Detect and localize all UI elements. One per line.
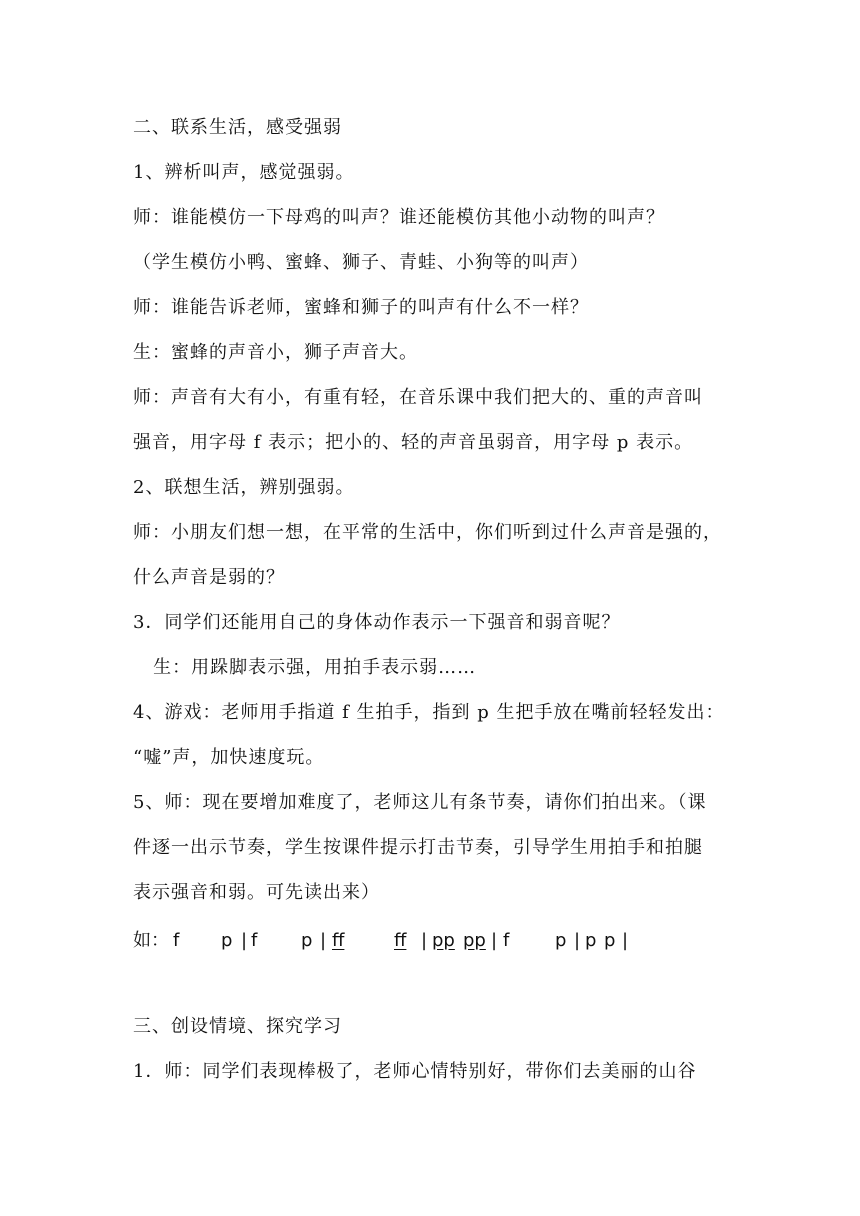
rhythm-notation — [133, 928, 653, 954]
rhythm-token: p — [555, 930, 567, 951]
rhythm-prefix: 如： — [133, 930, 169, 951]
paragraph-line: “嘘”声，加快速度玩。 — [133, 747, 325, 768]
paragraph-line: 件逐一出示节奏，学生按课件提示打击节奏，引导学生用拍手和拍腿 — [133, 837, 703, 858]
rhythm-barline: | — [320, 930, 327, 951]
paragraph-line: 表示强音和弱。可先读出来） — [133, 882, 380, 903]
rhythm-token: ff — [332, 930, 345, 951]
section-heading: 三、创设情境、探究学习 — [133, 1016, 342, 1037]
paragraph-line: 师：小朋友们想一想，在平常的生活中，你们听到过什么声音是强的， — [133, 522, 722, 543]
paragraph-line: 5、师：现在要增加难度了，老师这儿有条节奏，请你们拍出来。（课 — [133, 792, 707, 813]
rhythm-barline: | — [574, 930, 581, 951]
paragraph-line: 1．师：同学们表现棒极了，老师心情特别好，带你们去美丽的山谷 — [133, 1061, 697, 1082]
rhythm-token: f — [173, 930, 180, 951]
rhythm-barline: | — [622, 930, 629, 951]
rhythm-token: p — [301, 930, 313, 951]
paragraph-line: 生：蜜蜂的声音小，狮子声音大。 — [133, 342, 418, 363]
rhythm-token: ff — [394, 930, 407, 951]
rhythm-token: p — [604, 930, 616, 951]
paragraph-line: 4、游戏：老师用手指道 f 生拍手，指到 p 生把手放在嘴前轻轻发出： — [133, 702, 725, 723]
paragraph-line: 强音，用字母 f 表示；把小的、轻的声音虽弱音，用字母 p 表示。 — [133, 432, 694, 453]
step-heading: 1、辨析叫声，感觉强弱。 — [133, 162, 355, 183]
paragraph-line: 师：谁能模仿一下母鸡的叫声？谁还能模仿其他小动物的叫声？ — [133, 207, 665, 228]
paragraph-line: （学生模仿小鸭、蜜蜂、狮子、青蛙、小狗等的叫声） — [133, 252, 589, 273]
paragraph-line: 生：用跺脚表示强，用拍手表示弱…… — [133, 657, 477, 678]
rhythm-barline: | — [241, 930, 248, 951]
rhythm-barline: | — [421, 930, 428, 951]
rhythm-token: f — [503, 930, 510, 951]
rhythm-token: pp — [432, 930, 455, 951]
paragraph-line: 师：声音有大有小，有重有轻，在音乐课中我们把大的、重的声音叫 — [133, 387, 703, 408]
rhythm-token: p — [221, 930, 233, 951]
step-heading: 2、联想生活，辨别强弱。 — [133, 477, 355, 498]
section-heading: 二、联系生活，感受强弱 — [133, 117, 342, 138]
paragraph-line: 师：谁能告诉老师，蜜蜂和狮子的叫声有什么不一样？ — [133, 297, 589, 318]
paragraph-line: 3．同学们还能用自己的身体动作表示一下强音和弱音呢？ — [133, 612, 621, 633]
rhythm-token: f — [251, 930, 258, 951]
rhythm-barline: | — [491, 930, 498, 951]
paragraph-line: 什么声音是弱的？ — [133, 567, 285, 588]
rhythm-token: pp — [463, 930, 486, 951]
rhythm-token: p — [585, 930, 597, 951]
